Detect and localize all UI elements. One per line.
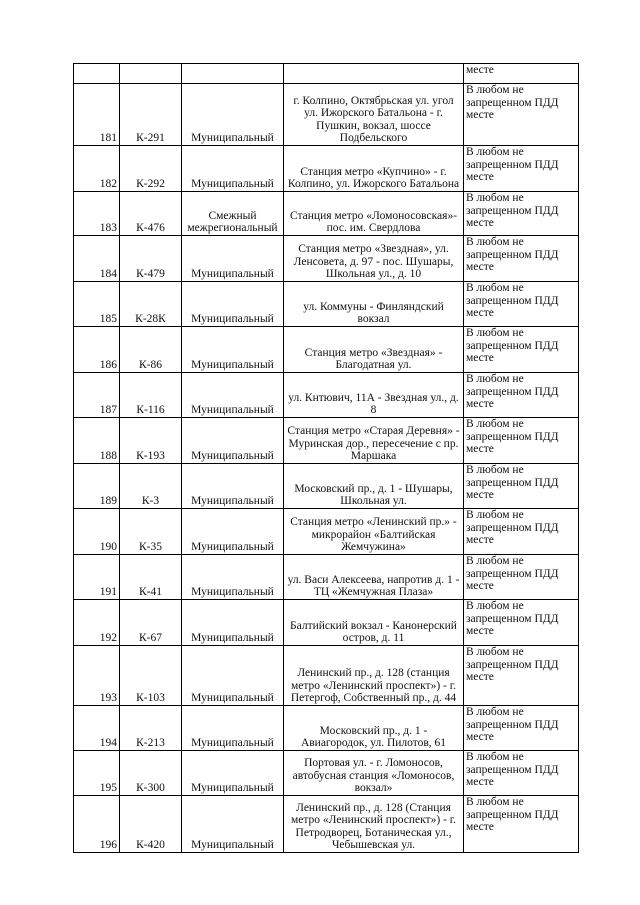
- table-row: [74, 84, 579, 146]
- cell-route: К-103: [120, 646, 182, 706]
- cell-stop: месте: [464, 64, 579, 84]
- cell-route: К-292: [120, 146, 182, 192]
- cell-stop: В любом не запрещенном ПДД месте: [464, 327, 579, 373]
- cell-type: Муниципальный: [182, 600, 284, 646]
- cell-type: Смежный межрегиональный: [182, 192, 284, 236]
- table-row: [74, 327, 579, 373]
- cell-path: ул. Коммуны - Финляндский вокзал: [284, 282, 464, 327]
- cell-path: Станция метро «Ленинский пр.» - микрорайон «Балтийская Жемчужина»: [284, 509, 464, 555]
- table-row: [74, 282, 579, 327]
- cell-route: К-291: [120, 84, 182, 146]
- cell-path: Московский пр., д. 1 - Авиагородок, ул. Пилотов, 61: [284, 706, 464, 751]
- cell-path: Балтийский вокзал - Канонерский остров, д. 11: [284, 600, 464, 646]
- cell-route: К-116: [120, 373, 182, 418]
- cell-route: К-476: [120, 192, 182, 236]
- cell-number: 184: [74, 236, 120, 282]
- cell-route: К-67: [120, 600, 182, 646]
- cell-number: 192: [74, 600, 120, 646]
- cell-route: К-28К: [120, 282, 182, 327]
- table-row: [74, 751, 579, 796]
- cell-route: К-213: [120, 706, 182, 751]
- cell-path: ул. Васи Алексеева, напротив д. 1 - ТЦ «Жемчужная Плаза»: [284, 555, 464, 600]
- cell-number: 195: [74, 751, 120, 796]
- cell-number: 183: [74, 192, 120, 236]
- cell-number: 181: [74, 84, 120, 146]
- table-row: [74, 192, 579, 236]
- cell-number: 182: [74, 146, 120, 192]
- cell-path: Станция метро «Звездная», ул. Ленсовета, д. 97 - пос. Шушары, Школьная ул., д. 10: [284, 236, 464, 282]
- cell-type: Муниципальный: [182, 282, 284, 327]
- cell-path: Московский пр., д. 1 - Шушары, Школьная ул.: [284, 464, 464, 509]
- table-row: [74, 706, 579, 751]
- cell-route: К-479: [120, 236, 182, 282]
- cell-route: К-35: [120, 509, 182, 555]
- table-row: [74, 509, 579, 555]
- cell-type: Муниципальный: [182, 84, 284, 146]
- cell-route: К-3: [120, 464, 182, 509]
- cell-route: К-300: [120, 751, 182, 796]
- cell-stop: В любом не запрещенном ПДД месте: [464, 509, 579, 555]
- cell-stop: В любом не запрещенном ПДД месте: [464, 555, 579, 600]
- table-row: [74, 373, 579, 418]
- cell-type: Муниципальный: [182, 373, 284, 418]
- cell-route: [120, 64, 182, 84]
- cell-type: Муниципальный: [182, 555, 284, 600]
- cell-stop: В любом не запрещенном ПДД месте: [464, 464, 579, 509]
- cell-path: Станция метро «Купчино» - г. Колпино, ул. Ижорского Батальона: [284, 146, 464, 192]
- cell-stop: В любом не запрещенном ПДД месте: [464, 751, 579, 796]
- cell-type: Муниципальный: [182, 646, 284, 706]
- cell-stop: В любом не запрещенном ПДД месте: [464, 418, 579, 464]
- cell-route: К-193: [120, 418, 182, 464]
- table-row: [74, 796, 579, 853]
- cell-path: ул. Кнтювич, 11А - Звездная ул., д. 8: [284, 373, 464, 418]
- cell-type: Муниципальный: [182, 464, 284, 509]
- table-row: [74, 236, 579, 282]
- continuation-row: [74, 64, 579, 84]
- cell-type: Муниципальный: [182, 327, 284, 373]
- cell-number: 186: [74, 327, 120, 373]
- cell-stop: В любом не запрещенном ПДД месте: [464, 282, 579, 327]
- table-row: [74, 146, 579, 192]
- cell-type: Муниципальный: [182, 418, 284, 464]
- cell-type: Муниципальный: [182, 751, 284, 796]
- cell-path: Станция метро «Звездная» - Благодатная ул.: [284, 327, 464, 373]
- cell-path: Ленинский пр., д. 128 (станция метро «Ленинский проспект») - г. Петергоф, Собственный пр., д. 44: [284, 646, 464, 706]
- routes-table: [73, 63, 579, 853]
- cell-route: К-420: [120, 796, 182, 853]
- cell-number: 196: [74, 796, 120, 853]
- cell-type: Муниципальный: [182, 796, 284, 853]
- cell-type: Муниципальный: [182, 236, 284, 282]
- cell-number: 188: [74, 418, 120, 464]
- cell-type: Муниципальный: [182, 146, 284, 192]
- cell-number: 189: [74, 464, 120, 509]
- table-row: [74, 418, 579, 464]
- cell-route: К-86: [120, 327, 182, 373]
- cell-stop: В любом не запрещенном ПДД месте: [464, 373, 579, 418]
- table-row: [74, 600, 579, 646]
- cell-path: г. Колпино, Октябрьская ул. угол ул. Ижорского Батальона - г. Пушкин, вокзал, шоссе Подбельского: [284, 84, 464, 146]
- cell-number: 191: [74, 555, 120, 600]
- cell-path: Ленинский пр., д. 128 (Станция метро «Ленинский проспект») - г. Петродворец, Ботаническая ул., Чебышевская ул.: [284, 796, 464, 853]
- cell-path: [284, 64, 464, 84]
- table-row: [74, 555, 579, 600]
- cell-stop: В любом не запрещенном ПДД месте: [464, 600, 579, 646]
- cell-route: К-41: [120, 555, 182, 600]
- cell-type: Муниципальный: [182, 509, 284, 555]
- cell-type: Муниципальный: [182, 706, 284, 751]
- cell-number: 185: [74, 282, 120, 327]
- cell-path: Портовая ул. - г. Ломоносов, автобусная станция «Ломоносов, вокзал»: [284, 751, 464, 796]
- cell-number: 190: [74, 509, 120, 555]
- cell-stop: В любом не запрещенном ПДД месте: [464, 796, 579, 853]
- cell-stop: В любом не запрещенном ПДД месте: [464, 84, 579, 146]
- cell-stop: В любом не запрещенном ПДД месте: [464, 646, 579, 706]
- table-row: [74, 464, 579, 509]
- cell-number: 194: [74, 706, 120, 751]
- table-row: [74, 646, 579, 706]
- cell-path: Станция метро «Ломоносовская»- пос. им. Свердлова: [284, 192, 464, 236]
- cell-stop: В любом не запрещенном ПДД месте: [464, 146, 579, 192]
- cell-stop: В любом не запрещенном ПДД месте: [464, 706, 579, 751]
- cell-number: [74, 64, 120, 84]
- cell-type: [182, 64, 284, 84]
- cell-stop: В любом не запрещенном ПДД месте: [464, 236, 579, 282]
- cell-path: Станция метро «Старая Деревня» - Муринская дор., пересечение с пр. Маршака: [284, 418, 464, 464]
- cell-stop: В любом не запрещенном ПДД месте: [464, 192, 579, 236]
- cell-number: 187: [74, 373, 120, 418]
- cell-number: 193: [74, 646, 120, 706]
